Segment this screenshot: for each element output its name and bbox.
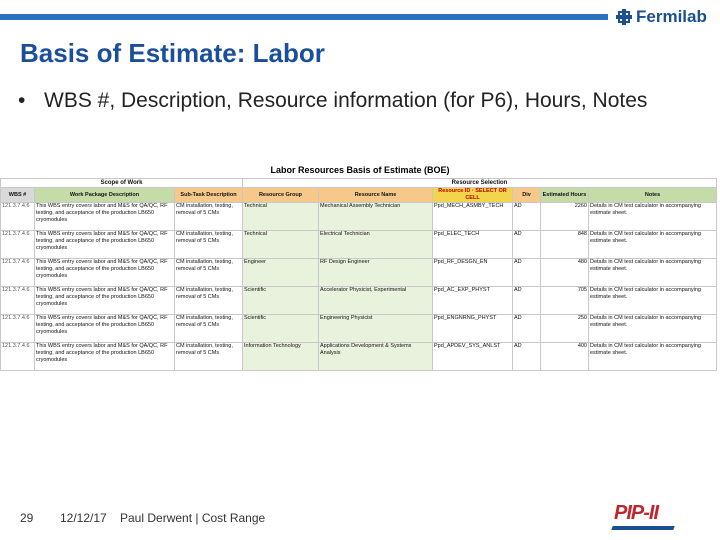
cell-desc: This WBS entry covers labor and M&S for QA/QC, RF testing, and acceptance of the production LB650 cryomodules: [35, 259, 175, 287]
boe-table: [0, 178, 717, 371]
cell-name: Engineering Physicist: [319, 315, 433, 343]
cell-group: Scientific: [243, 287, 319, 315]
resource-id-subheader: Resource ID · SELECT OR CELL: [438, 188, 507, 201]
pip-ii-logo-bar: [611, 526, 674, 530]
table-row: [1, 343, 717, 371]
cell-subtask: CM installation, testing, removal of 5 CMs: [175, 343, 243, 371]
pip-ii-logo: PIP-II: [614, 502, 659, 524]
col-header: Div: [513, 188, 541, 203]
header-accent-bar: [0, 14, 608, 20]
sheet-title: Labor Resources Basis of Estimate (BOE): [270, 165, 450, 175]
cell-name: RF Design Engineer: [319, 259, 433, 287]
col-header: [433, 188, 513, 203]
cell-subtask: CM installation, testing, removal of 5 CMs: [175, 287, 243, 315]
bullet-item: [18, 86, 708, 115]
cell-hours: 705: [541, 287, 589, 315]
cell-div: AD: [513, 343, 541, 371]
cell-desc: This WBS entry covers labor and M&S for QA/QC, RF testing, and acceptance of the production LB650 cryomodules: [35, 231, 175, 259]
cell-notes: Details in CM test calculator in accompanying estimate sheet.: [589, 231, 717, 259]
table-row: [1, 231, 717, 259]
cell-id: Ppd_ENGNRNG_PHYST: [433, 315, 513, 343]
col-header: WBS #: [1, 188, 35, 203]
cell-hours: 848: [541, 231, 589, 259]
group-scope: Scope of Work: [1, 179, 243, 188]
cell-desc: This WBS entry covers labor and M&S for QA/QC, RF testing, and acceptance of the production LB650 cryomodules: [35, 203, 175, 231]
cell-id: Ppd_APDEV_SYS_ANLST: [433, 343, 513, 371]
cell-wbs: 121.3.7.4.6: [1, 315, 35, 343]
table-row: [1, 259, 717, 287]
cell-wbs: 121.3.7.4.6: [1, 259, 35, 287]
cell-id: Ppd_ELEC_TECH: [433, 231, 513, 259]
cell-subtask: CM installation, testing, removal of 5 CMs: [175, 315, 243, 343]
cell-notes: Details in CM test calculator in accompanying estimate sheet.: [589, 287, 717, 315]
cell-notes: Details in CM test calculator in accompanying estimate sheet.: [589, 315, 717, 343]
cell-group: Technical: [243, 203, 319, 231]
table-row: [1, 287, 717, 315]
cell-notes: Details in CM test calculator in accompanying estimate sheet.: [589, 343, 717, 371]
cell-wbs: 121.3.7.4.6: [1, 231, 35, 259]
cell-subtask: CM installation, testing, removal of 5 CMs: [175, 203, 243, 231]
col-header: Resource Group: [243, 188, 319, 203]
cell-wbs: 121.3.7.4.6: [1, 287, 35, 315]
cell-notes: Details in CM test calculator in accompanying estimate sheet.: [589, 259, 717, 287]
cell-id: Ppd_RF_DESGN_EN: [433, 259, 513, 287]
cell-name: Accelerator Physicist, Experimental: [319, 287, 433, 315]
cell-div: AD: [513, 287, 541, 315]
col-header: Estimated Hours: [541, 188, 589, 203]
cell-name: Electrical Technician: [319, 231, 433, 259]
group-resource: Resource Selection: [243, 179, 717, 188]
cell-group: Information Technology: [243, 343, 319, 371]
footer-author: Paul Derwent | Cost Range: [120, 511, 266, 525]
table-row: [1, 315, 717, 343]
col-header: Sub-Task Description: [175, 188, 243, 203]
cell-hours: 400: [541, 343, 589, 371]
cell-group: Engineer: [243, 259, 319, 287]
logo-text: Fermilab: [636, 7, 707, 26]
col-header: Work Package Description: [35, 188, 175, 203]
cell-div: AD: [513, 315, 541, 343]
table-row: [1, 203, 717, 231]
bullet-text: WBS #, Description, Resource information (for P6), Hours, Notes: [44, 89, 648, 112]
col-header: Resource Name: [319, 188, 433, 203]
col-header: Notes: [589, 188, 717, 203]
cell-wbs: 121.3.7.4.6: [1, 203, 35, 231]
slide-title: Basis of Estimate: Labor: [20, 38, 325, 68]
cell-notes: Details in CM test calculator in accompanying estimate sheet.: [589, 203, 717, 231]
cell-wbs: 121.3.7.4.6: [1, 343, 35, 371]
fermilab-logo-icon: [616, 9, 632, 25]
cell-subtask: CM installation, testing, removal of 5 CMs: [175, 231, 243, 259]
footer-date: 12/12/17: [60, 511, 107, 525]
page-number: 29: [20, 511, 34, 525]
cell-div: AD: [513, 259, 541, 287]
cell-id: Ppd_AC_EXP_PHYST: [433, 287, 513, 315]
cell-name: Applications Development & Systems Analysis: [319, 343, 433, 371]
cell-hours: 2260: [541, 203, 589, 231]
cell-subtask: CM installation, testing, removal of 5 CMs: [175, 259, 243, 287]
cell-group: Scientific: [243, 315, 319, 343]
cell-desc: This WBS entry covers labor and M&S for QA/QC, RF testing, and acceptance of the production LB650 cryomodules: [35, 343, 175, 371]
cell-hours: 250: [541, 315, 589, 343]
cell-name: Mechanical Assembly Technician: [319, 203, 433, 231]
cell-desc: This WBS entry covers labor and M&S for QA/QC, RF testing, and acceptance of the production LB650 cryomodules: [35, 287, 175, 315]
cell-div: AD: [513, 203, 541, 231]
cell-desc: This WBS entry covers labor and M&S for QA/QC, RF testing, and acceptance of the production LB650 cryomodules: [35, 315, 175, 343]
cell-group: Technical: [243, 231, 319, 259]
bullet-dot: •: [18, 89, 26, 112]
cell-div: AD: [513, 231, 541, 259]
fermilab-logo: [616, 6, 707, 28]
cell-hours: 480: [541, 259, 589, 287]
cell-id: Ppd_MECH_ASMBY_TECH: [433, 203, 513, 231]
